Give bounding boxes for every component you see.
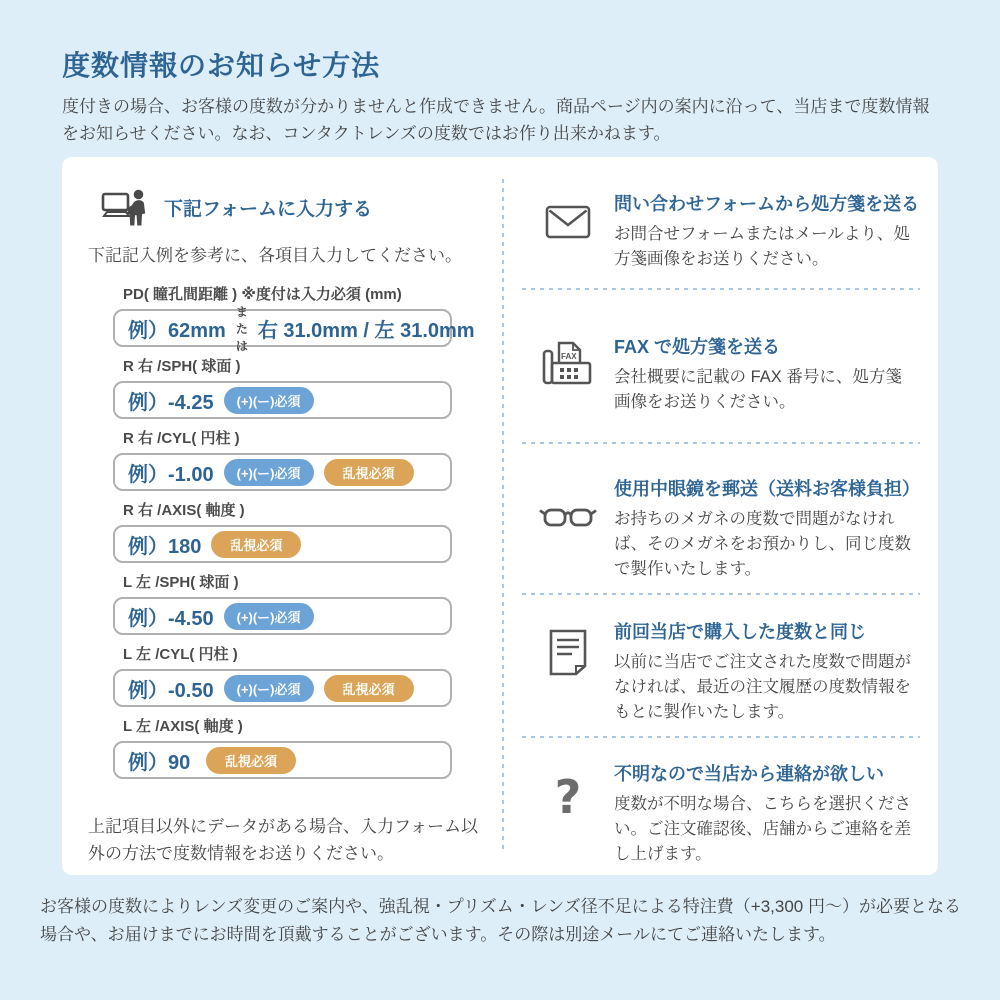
form-note: 上記項目以外にデータがある場合、入力フォーム以外の方法で度数情報をお送りください。 bbox=[88, 817, 479, 864]
method-title: 前回当店で購入した度数と同じ bbox=[614, 622, 866, 642]
field-label: L 左 /AXIS( 軸度 ) bbox=[123, 718, 243, 735]
field-label: L 左 /SPH( 球面 ) bbox=[123, 574, 239, 591]
sign-required-badge: (+)(ー)必須 bbox=[224, 675, 314, 702]
method-title: 使用中眼鏡を郵送（送料お客様負担） bbox=[614, 479, 920, 499]
astigmatism-required-badge: 乱視必須 bbox=[206, 747, 296, 774]
method-body: 度数が不明な場合、こちらを選択ください。ご注文確認後、店舗からご連絡を差し上げます。 bbox=[614, 795, 911, 864]
method-fax bbox=[522, 333, 920, 415]
mail-icon bbox=[522, 190, 614, 272]
method-title: 問い合わせフォームから処方箋を送る bbox=[614, 194, 920, 214]
example-value: 例）62mm bbox=[128, 319, 226, 342]
info-card bbox=[62, 157, 938, 875]
section-divider bbox=[522, 593, 920, 595]
column-divider bbox=[502, 179, 504, 853]
form-section bbox=[88, 187, 496, 867]
example-joiner: または bbox=[235, 304, 248, 353]
method-title: FAX で処方箋を送る bbox=[614, 337, 781, 357]
intro-text: 度付きの場合、お客様の度数が分かりませんと作成できません。商品ページ内の案内に沿って、当店まで度数情報をお知らせください。なお、コンタクトレンズの度数ではお作り出来かねます。 bbox=[62, 97, 930, 144]
field-label: R 右 /SPH( 球面 ) bbox=[123, 358, 241, 375]
field-label: L 左 /CYL( 円柱 ) bbox=[123, 646, 238, 663]
field-l-sph bbox=[113, 574, 496, 635]
r-axis-example-box bbox=[113, 525, 452, 563]
example-value: 例）90 bbox=[128, 751, 191, 774]
sign-required-badge: (+)(ー)必須 bbox=[224, 603, 314, 630]
example-value: 例）-4.50 bbox=[128, 607, 214, 630]
form-section-subheading: 下記記入例を参考に、各項目入力してください。 bbox=[88, 246, 462, 265]
example-value: 例）-1.00 bbox=[128, 463, 214, 486]
field-l-cyl bbox=[113, 646, 496, 707]
method-body: 会社概要に記載の FAX 番号に、処方箋画像をお送りください。 bbox=[614, 368, 902, 412]
section-divider bbox=[522, 736, 920, 738]
field-r-axis bbox=[113, 502, 496, 563]
example-value: 例）-0.50 bbox=[128, 679, 214, 702]
question-icon: ? bbox=[554, 770, 582, 824]
page-title: 度数情報のお知らせ方法 bbox=[62, 50, 381, 81]
l-sph-example-box bbox=[113, 597, 452, 635]
method-previous-order bbox=[522, 618, 920, 725]
field-label: PD( 瞳孔間距離 ) ※度付は入力必須 (mm) bbox=[123, 286, 402, 303]
method-title: 不明なので当店から連絡が欲しい bbox=[614, 764, 884, 784]
field-l-axis bbox=[113, 718, 496, 779]
methods-section bbox=[522, 157, 920, 875]
sign-required-badge: (+)(ー)必須 bbox=[224, 459, 314, 486]
astigmatism-required-badge: 乱視必須 bbox=[324, 675, 414, 702]
field-label: R 右 /AXIS( 軸度 ) bbox=[123, 502, 245, 519]
method-mail-glasses bbox=[522, 475, 920, 582]
field-pd bbox=[113, 286, 496, 353]
computer-person-icon bbox=[100, 187, 148, 227]
form-fields bbox=[113, 286, 496, 779]
method-unknown-contact bbox=[522, 760, 920, 867]
field-r-cyl bbox=[113, 430, 496, 491]
glasses-icon bbox=[522, 475, 614, 582]
r-sph-example-box bbox=[113, 381, 452, 419]
l-axis-example-box bbox=[113, 741, 452, 779]
pd-example-box bbox=[113, 304, 475, 353]
method-body: お持ちのメガネの度数で問題がなければ、そのメガネをお預かりし、同じ度数で製作いたします。 bbox=[614, 510, 911, 579]
section-divider bbox=[522, 288, 920, 290]
form-section-header bbox=[88, 187, 496, 227]
form-section-title: 下記フォームに入力する bbox=[164, 198, 373, 220]
svg-text:FAX: FAX bbox=[561, 352, 577, 361]
method-body: 以前に当店でご注文された度数で問題がなければ、最近の注文履歴の度数情報をもとに製作いたします。 bbox=[614, 653, 911, 722]
fax-icon bbox=[522, 333, 614, 415]
l-cyl-example-box bbox=[113, 669, 452, 707]
example-value: 右 31.0mm / 左 31.0mm bbox=[257, 319, 475, 342]
method-contact-form bbox=[522, 190, 920, 272]
astigmatism-required-badge: 乱視必須 bbox=[211, 531, 301, 558]
astigmatism-required-badge: 乱視必須 bbox=[324, 459, 414, 486]
sign-required-badge: (+)(ー)必須 bbox=[224, 387, 314, 414]
document-icon bbox=[522, 618, 614, 725]
footer-note: お客様の度数によりレンズ変更のご案内や、強乱視・プリズム・レンズ径不足による特注費（+3,300 円〜）が必要となる場合や、お届けまでにお時間を頂戴することがございます。その際は別途メールにてご連絡いたします。 bbox=[40, 897, 961, 944]
section-divider bbox=[522, 442, 920, 444]
field-label: R 右 /CYL( 円柱 ) bbox=[123, 430, 240, 447]
example-value: 例）180 bbox=[128, 535, 202, 558]
example-value: 例）-4.25 bbox=[128, 391, 214, 414]
method-body: お問合せフォームまたはメールより、処方箋画像をお送りください。 bbox=[614, 225, 910, 269]
r-cyl-example-box bbox=[113, 453, 452, 491]
field-r-sph bbox=[113, 358, 496, 419]
